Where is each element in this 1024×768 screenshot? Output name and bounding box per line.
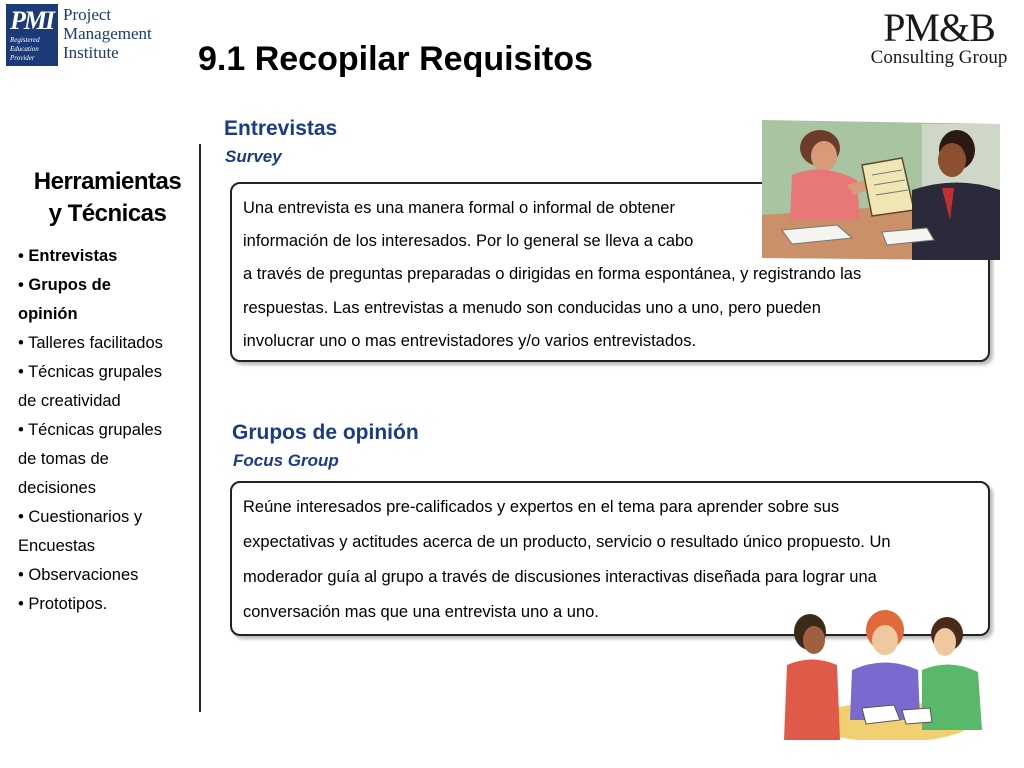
- page-title: 9.1 Recopilar Requisitos: [198, 40, 593, 78]
- list-item: • Prototipos.: [18, 595, 108, 613]
- focus-group-text-line: moderador guía al grupo a través de discusiones interactivas diseñada para lograr una: [243, 568, 877, 586]
- focus-group-text-line: Reúne interesados pre-calificados y expertos en el tema para aprender sobre sus: [243, 498, 840, 516]
- section-subheading-focus-group: Focus Group: [233, 451, 339, 470]
- focus-group-illustration: [782, 610, 988, 740]
- pmi-logo-mark: PMI Registered Education Provider: [6, 4, 58, 66]
- pmi-logo-text: Project Management Institute: [63, 5, 152, 62]
- sidebar-title: Herramientas y Técnicas: [33, 168, 182, 227]
- pmi-logo: [6, 4, 152, 66]
- focus-group-text-line: expectativas y actitudes acerca de un producto, servicio o resultado único propuesto. Un: [243, 533, 891, 551]
- section-heading-entrevistas: Entrevistas: [224, 117, 338, 140]
- pmb-logo-subtitle: Consulting Group: [870, 47, 1008, 68]
- interview-text-line: involucrar uno o mas entrevistadores y/o varios entrevistados.: [243, 332, 697, 350]
- section-heading-grupos: Grupos de opinión: [232, 421, 419, 444]
- list-item: de creatividad: [18, 392, 121, 410]
- list-item: de tomas de: [18, 450, 109, 468]
- interview-text-line: respuestas. Las entrevistas a menudo son conducidas uno a uno, pero pueden: [243, 299, 821, 317]
- section-subheading-survey: Survey: [225, 147, 282, 166]
- interview-text-line: a través de preguntas preparadas o dirigidas en forma espontánea, y registrando las: [243, 265, 862, 283]
- vertical-divider: [199, 144, 201, 712]
- list-item: • Grupos de: [18, 276, 111, 294]
- interview-illustration: [762, 120, 1002, 262]
- list-item: • Talleres facilitados: [18, 334, 163, 352]
- focus-group-text-line: conversación mas que una entrevista uno a uno.: [243, 603, 599, 621]
- list-item: • Técnicas grupales: [18, 363, 162, 381]
- pmb-logo: [864, 5, 1014, 70]
- tools-list: [18, 242, 198, 619]
- interview-text-line: información de los interesados. Por lo general se lleva a cabo: [243, 232, 694, 250]
- list-item: • Entrevistas: [18, 247, 118, 265]
- list-item: • Cuestionarios y: [18, 508, 143, 526]
- pmb-logo-name: PM&B: [883, 5, 995, 50]
- list-item: • Técnicas grupales: [18, 421, 162, 439]
- list-item: Encuestas: [18, 537, 96, 555]
- interview-text-line: Una entrevista es una manera formal o informal de obtener: [243, 199, 675, 217]
- list-item: • Observaciones: [18, 566, 139, 584]
- list-item: opinión: [18, 305, 78, 323]
- list-item: decisiones: [18, 479, 96, 497]
